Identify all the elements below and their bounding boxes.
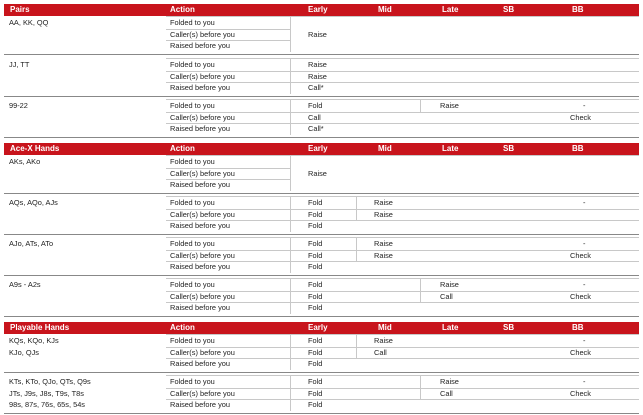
col-sb: SB [503, 144, 515, 153]
cell-bb: Check [570, 388, 591, 398]
col-divider [290, 99, 291, 135]
action-folded: Folded to you [170, 18, 215, 27]
row-divider [290, 82, 639, 83]
cell-mid: Raise [374, 209, 393, 219]
cell-mid: Raise [374, 239, 393, 248]
cell-bb: Check [570, 250, 591, 260]
col-late: Late [442, 5, 459, 14]
row-divider [166, 112, 290, 113]
cell-bb: - [583, 336, 586, 345]
action-folded: Folded to you [170, 239, 215, 248]
cell-early: Fold [308, 209, 323, 219]
col-bb: BB [572, 323, 584, 332]
col-divider [356, 250, 357, 262]
hand-group-label: AKs, AKo [9, 157, 41, 166]
row-divider [166, 302, 290, 303]
cell-bb: Check [570, 112, 591, 122]
block-underline [4, 234, 639, 235]
col-early: Early [308, 5, 328, 14]
col-divider [290, 58, 291, 94]
hand-group-label: AQs, AQo, AJs [9, 198, 58, 207]
hand-group-label: JJ, TT [9, 60, 30, 69]
action-callers: Caller(s) before you [170, 388, 235, 398]
row-divider [166, 168, 290, 169]
col-divider [290, 375, 291, 411]
row-divider [166, 179, 290, 180]
row-divider [166, 123, 290, 124]
col-bb: BB [572, 144, 584, 153]
col-divider [420, 291, 421, 303]
cell-late: Call [440, 388, 453, 398]
col-mid: Mid [378, 323, 392, 332]
row-divider [290, 302, 639, 303]
row-divider [290, 71, 639, 72]
row-divider [166, 220, 290, 221]
block-underline [4, 413, 639, 414]
section-title: Playable Hands [10, 323, 70, 332]
cell-early: Raise [308, 29, 327, 39]
row-divider [166, 209, 290, 210]
block-underline [4, 137, 639, 138]
cell-bb: - [583, 239, 586, 248]
hand-group-label: KTs, KTo, QJo, QTs, Q9s [9, 377, 91, 386]
row-divider [166, 347, 290, 348]
row-divider [166, 71, 290, 72]
action-raised: Raised before you [170, 83, 230, 92]
block-underline [4, 316, 639, 317]
row-divider [290, 209, 639, 210]
cell-early: Fold [308, 388, 323, 398]
action-raised: Raised before you [170, 262, 230, 271]
action-callers: Caller(s) before you [170, 209, 235, 219]
section-header [4, 4, 639, 16]
cell-bb: Check [570, 347, 591, 357]
action-folded: Folded to you [170, 377, 215, 386]
cell-late: Call [440, 291, 453, 301]
col-action: Action [170, 144, 195, 153]
col-mid: Mid [378, 5, 392, 14]
col-divider [290, 155, 291, 191]
cell-early: Call* [308, 83, 324, 92]
cell-early: Fold [308, 101, 323, 110]
cell-bb: - [583, 101, 586, 110]
row-divider [290, 261, 639, 262]
cell-early: Raise [308, 168, 327, 178]
cell-early: Call [308, 112, 321, 122]
cell-early: Raise [308, 71, 327, 81]
cell-bb: Check [570, 291, 591, 301]
col-sb: SB [503, 323, 515, 332]
row-divider [166, 399, 290, 400]
action-raised: Raised before you [170, 180, 230, 189]
cell-late: Raise [440, 377, 459, 386]
block-underline [4, 275, 639, 276]
block-underline [4, 54, 639, 55]
col-late: Late [442, 323, 459, 332]
col-divider [290, 16, 291, 52]
col-divider [356, 238, 357, 250]
section-header [4, 322, 639, 334]
cell-late: Raise [440, 101, 459, 110]
cell-early: Fold [308, 291, 323, 301]
action-callers: Caller(s) before you [170, 291, 235, 301]
col-divider [356, 347, 357, 359]
cell-mid: Raise [374, 250, 393, 260]
action-folded: Folded to you [170, 280, 215, 289]
action-callers: Caller(s) before you [170, 250, 235, 260]
col-divider [420, 100, 421, 112]
cell-early: Fold [308, 303, 323, 312]
action-folded: Folded to you [170, 157, 215, 166]
hand-group-label: 98s, 87s, 76s, 65s, 54s [9, 400, 86, 409]
cell-early: Fold [308, 221, 323, 230]
col-divider [290, 237, 291, 273]
cell-mid: Call [374, 347, 387, 357]
action-callers: Caller(s) before you [170, 71, 235, 81]
col-action: Action [170, 323, 195, 332]
action-raised: Raised before you [170, 124, 230, 133]
hand-group-label: JTs, J9s, J8s, T9s, T8s [9, 388, 84, 398]
col-late: Late [442, 144, 459, 153]
cell-mid: Raise [374, 198, 393, 207]
action-callers: Caller(s) before you [170, 112, 235, 122]
row-divider [290, 358, 639, 359]
action-folded: Folded to you [170, 101, 215, 110]
cell-early: Fold [308, 336, 323, 345]
cell-early: Raise [308, 60, 327, 69]
row-divider [290, 399, 639, 400]
action-folded: Folded to you [170, 60, 215, 69]
cell-bb: - [583, 198, 586, 207]
col-divider [290, 278, 291, 314]
cell-bb: - [583, 377, 586, 386]
block-underline [4, 193, 639, 194]
cell-early: Fold [308, 262, 323, 271]
col-divider [420, 279, 421, 291]
cell-early: Fold [308, 347, 323, 357]
cell-early: Fold [308, 198, 323, 207]
row-divider [166, 358, 290, 359]
row-divider [290, 123, 639, 124]
cell-early: Fold [308, 280, 323, 289]
action-raised: Raised before you [170, 221, 230, 230]
cell-early: Fold [308, 239, 323, 248]
action-raised: Raised before you [170, 303, 230, 312]
row-divider [166, 250, 290, 251]
hand-group-label: 99-22 [9, 101, 28, 110]
row-divider [166, 291, 290, 292]
cell-early: Call* [308, 124, 324, 133]
hand-group-label: KJo, QJs [9, 347, 39, 357]
col-early: Early [308, 323, 328, 332]
action-callers: Caller(s) before you [170, 347, 235, 357]
hand-group-label: A9s - A2s [9, 280, 41, 289]
col-divider [420, 388, 421, 400]
col-divider [356, 209, 357, 221]
col-bb: BB [572, 5, 584, 14]
cell-early: Fold [308, 377, 323, 386]
col-divider [290, 196, 291, 232]
section-header [4, 143, 639, 155]
row-divider [166, 261, 290, 262]
section-title: Pairs [10, 5, 30, 14]
block-underline [4, 372, 639, 373]
hand-group-label: AJo, ATs, ATo [9, 239, 54, 248]
action-callers: Caller(s) before you [170, 29, 235, 39]
cell-bb: - [583, 280, 586, 289]
action-raised: Raised before you [170, 359, 230, 368]
col-divider [420, 376, 421, 388]
action-folded: Folded to you [170, 198, 215, 207]
row-divider [166, 388, 290, 389]
col-action: Action [170, 5, 195, 14]
col-divider [356, 197, 357, 209]
action-folded: Folded to you [170, 336, 215, 345]
col-mid: Mid [378, 144, 392, 153]
hand-group-label: AA, KK, QQ [9, 18, 49, 27]
cell-mid: Raise [374, 336, 393, 345]
col-divider [356, 335, 357, 347]
row-divider [166, 40, 290, 41]
action-raised: Raised before you [170, 400, 230, 409]
block-underline [4, 96, 639, 97]
cell-late: Raise [440, 280, 459, 289]
col-sb: SB [503, 5, 515, 14]
row-divider [166, 82, 290, 83]
row-divider [290, 220, 639, 221]
cell-early: Fold [308, 359, 323, 368]
action-raised: Raised before you [170, 41, 230, 50]
cell-early: Fold [308, 250, 323, 260]
action-callers: Caller(s) before you [170, 168, 235, 178]
col-divider [290, 334, 291, 370]
cell-early: Fold [308, 400, 323, 409]
row-divider [166, 29, 290, 30]
col-early: Early [308, 144, 328, 153]
section-title: Ace-X Hands [10, 144, 60, 153]
hand-group-label: KQs, KQo, KJs [9, 336, 59, 345]
